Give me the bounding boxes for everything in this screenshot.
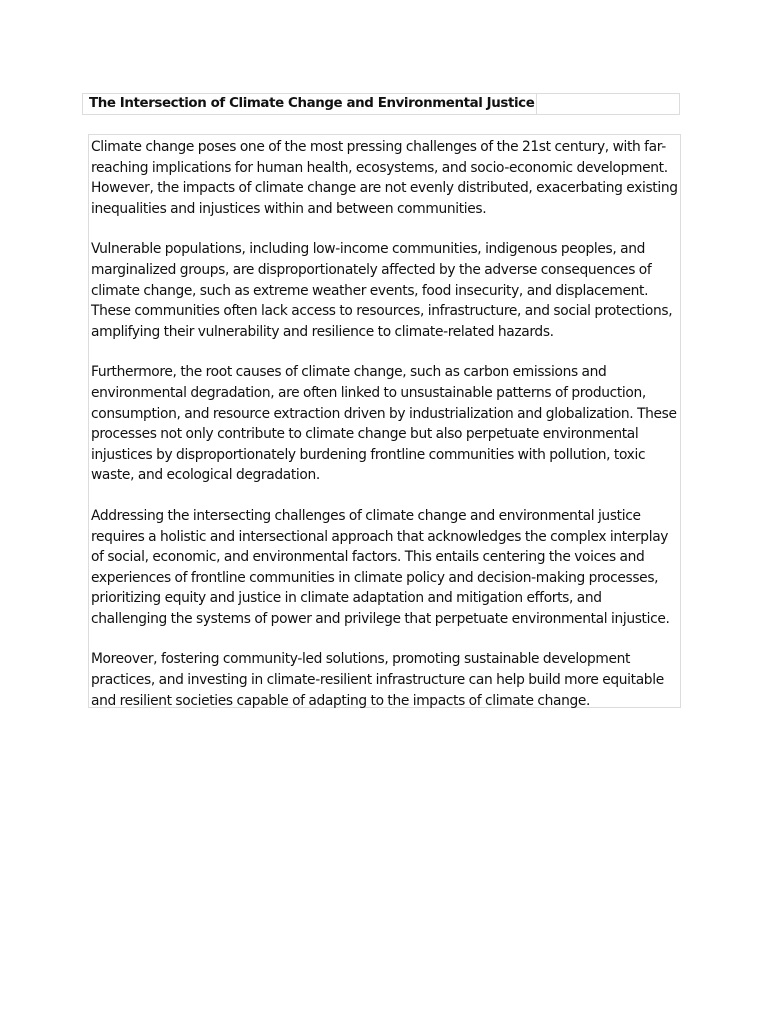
title-cell	[82, 93, 680, 115]
paragraph-2: Vulnerable populations, including low-income communities, indigenous peoples, and marginalized groups, are disproportionately affected by the adverse consequences of climate change, such as extreme weather events, food insecurity, and displacement. These communities often lack access to resources, infrastructure, and social protections, amplifying their vulnerability and resilience to climate-related hazards.	[91, 241, 673, 340]
paragraph-4: Addressing the intersecting challenges of climate change and environmental justice requires a holistic and intersectional approach that acknowledges the complex interplay of social, economic, and environmental factors. This entails centering the voices and experiences of frontline communities in climate policy and decision-making processes, prioritizing equity and justice in climate adaptation and mitigation efforts, and challenging the systems of power and privilege that perpetuate environmental injustice.	[91, 507, 670, 627]
paragraph-5: Moreover, fostering community-led solutions, promoting sustainable development practices, and investing in climate-resilient infrastructure can help build more equitable and resilient societies capable of adapting to the impacts of climate change.	[91, 651, 664, 709]
document-title: The Intersection of Climate Change and Environmental Justice	[89, 94, 537, 114]
body-text-cell	[88, 134, 681, 708]
paragraph-3: Furthermore, the root causes of climate change, such as carbon emissions and environmental degradation, are often linked to unsustainable patterns of production, consumption, and resource extraction driven by industrialization and globalization. These processes not only contribute to climate change but also perpetuate environmental injustices by disproportionately burdening frontline communities with pollution, toxic waste, and ecological degradation.	[91, 364, 677, 484]
paragraph-1: Climate change poses one of the most pressing challenges of the 21st century, with far-reaching implications for human health, ecosystems, and socio-economic development. However, the impacts of climate change are not evenly distributed, exacerbating existing inequalities and injustices within and between communities.	[91, 139, 678, 217]
